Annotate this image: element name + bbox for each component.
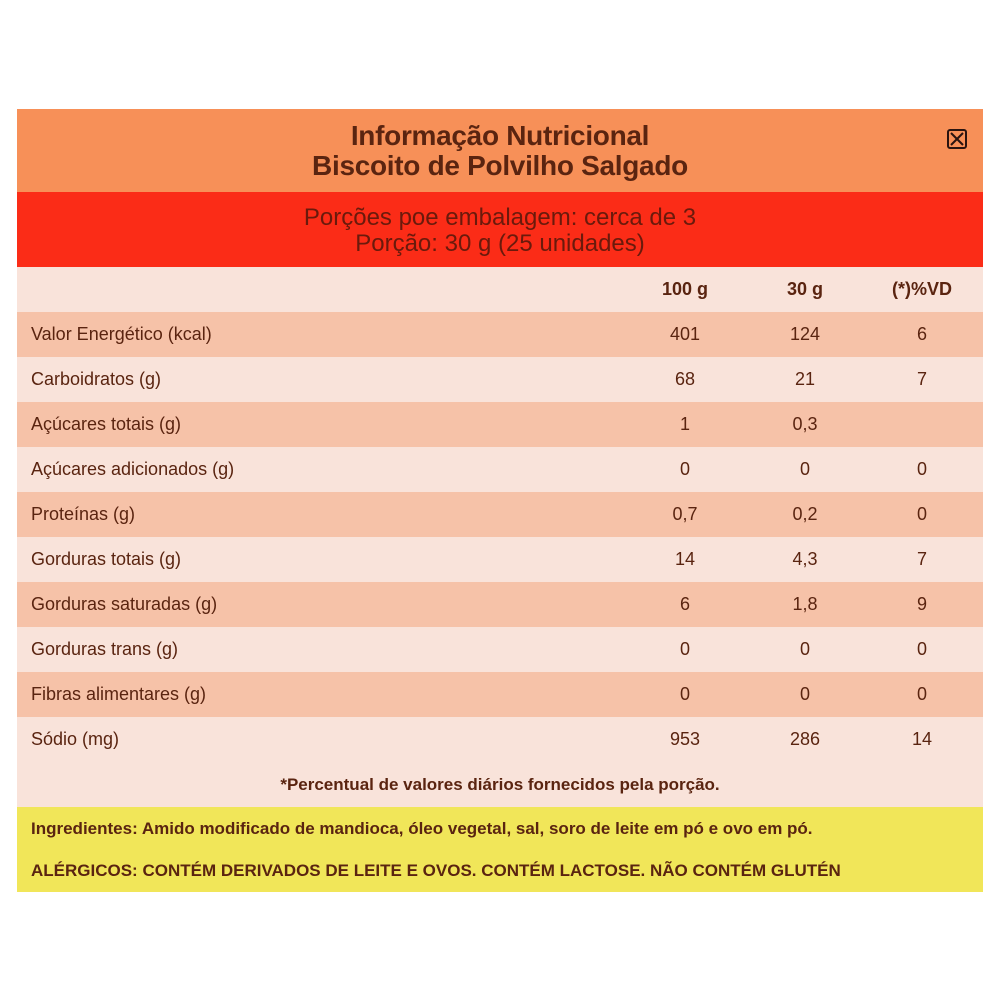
table-row	[17, 672, 983, 717]
nutrient-label: Gorduras trans (g)	[31, 639, 179, 659]
table-row	[17, 357, 983, 402]
value-per-serving: 0	[799, 684, 810, 704]
allergens-text: ALÉRGICOS: CONTÉM DERIVADOS DE LEITE E OVOS. CONTÉM LACTOSE. NÃO CONTÉM GLUTÉN	[31, 861, 841, 880]
value-per-100g: 0,7	[672, 504, 698, 524]
daily-value-percent: 0	[916, 639, 927, 659]
daily-value-percent: 0	[916, 459, 927, 479]
panel-header	[17, 109, 983, 192]
nutrient-label: Gorduras totais (g)	[31, 549, 182, 569]
daily-value-percent: 6	[916, 324, 927, 344]
nutrient-label: Açúcares totais (g)	[31, 414, 182, 434]
column-header-30g: 30 g	[786, 279, 824, 299]
column-header-100g: 100 g	[661, 279, 709, 299]
value-per-serving: 4,3	[792, 549, 818, 569]
value-per-100g: 68	[674, 369, 696, 389]
table-row	[17, 492, 983, 537]
daily-value-percent: 0	[916, 684, 927, 704]
panel-title: Informação Nutricional	[350, 120, 650, 151]
ingredients-section	[17, 807, 983, 892]
table-row	[17, 582, 983, 627]
nutrient-label: Gorduras saturadas (g)	[31, 594, 218, 614]
value-per-serving: 286	[789, 729, 821, 749]
value-per-serving: 1,8	[792, 594, 818, 614]
value-per-100g: 14	[674, 549, 696, 569]
footnote: *Percentual de valores diários fornecidos pela porção.	[17, 762, 983, 807]
ingredients-text: Ingredientes: Amido modificado de mandioca, óleo vegetal, sal, soro de leite em pó e ovo em pó.	[31, 819, 813, 838]
value-per-100g: 401	[669, 324, 701, 344]
value-per-100g: 0	[679, 459, 690, 479]
value-per-serving: 0,2	[792, 504, 818, 524]
value-per-serving: 0,3	[792, 414, 818, 434]
nutrient-label: Proteínas (g)	[31, 504, 136, 524]
value-per-100g: 1	[679, 414, 690, 434]
nutrition-table-body	[17, 312, 983, 762]
close-button[interactable]	[947, 129, 967, 149]
value-per-serving: 124	[789, 324, 821, 344]
table-row	[17, 627, 983, 672]
value-per-100g: 0	[679, 639, 690, 659]
serving-size: Porção: 30 g (25 unidades)	[355, 230, 645, 257]
servings-per-package: Porções poe embalagem: cerca de 3	[303, 204, 697, 231]
column-header-vd: (*)%VD	[891, 279, 952, 299]
close-icon	[949, 131, 965, 147]
daily-value-percent: 7	[916, 369, 927, 389]
value-per-100g: 6	[679, 594, 690, 614]
daily-value-percent: 0	[916, 504, 927, 524]
table-row	[17, 402, 983, 447]
nutrient-label: Valor Energético (kcal)	[31, 324, 212, 344]
value-per-serving: 0	[799, 639, 810, 659]
table-row	[17, 312, 983, 357]
nutrient-label: Sódio (mg)	[31, 729, 120, 749]
value-per-100g: 0	[679, 684, 690, 704]
daily-value-percent: 9	[916, 594, 927, 614]
nutrition-panel	[17, 109, 983, 892]
value-per-serving: 21	[794, 369, 816, 389]
table-row	[17, 537, 983, 582]
daily-value-percent: 7	[916, 549, 927, 569]
nutrient-label: Fibras alimentares (g)	[31, 684, 207, 704]
table-header	[17, 267, 983, 312]
servings-info	[17, 192, 983, 267]
table-row	[17, 717, 983, 762]
nutrient-label: Carboidratos (g)	[31, 369, 162, 389]
table-row	[17, 447, 983, 492]
nutrient-label: Açúcares adicionados (g)	[31, 459, 235, 479]
value-per-100g: 953	[669, 729, 701, 749]
daily-value-percent: 14	[911, 729, 933, 749]
value-per-serving: 0	[799, 459, 810, 479]
product-name: Biscoito de Polvilho Salgado	[312, 150, 688, 181]
